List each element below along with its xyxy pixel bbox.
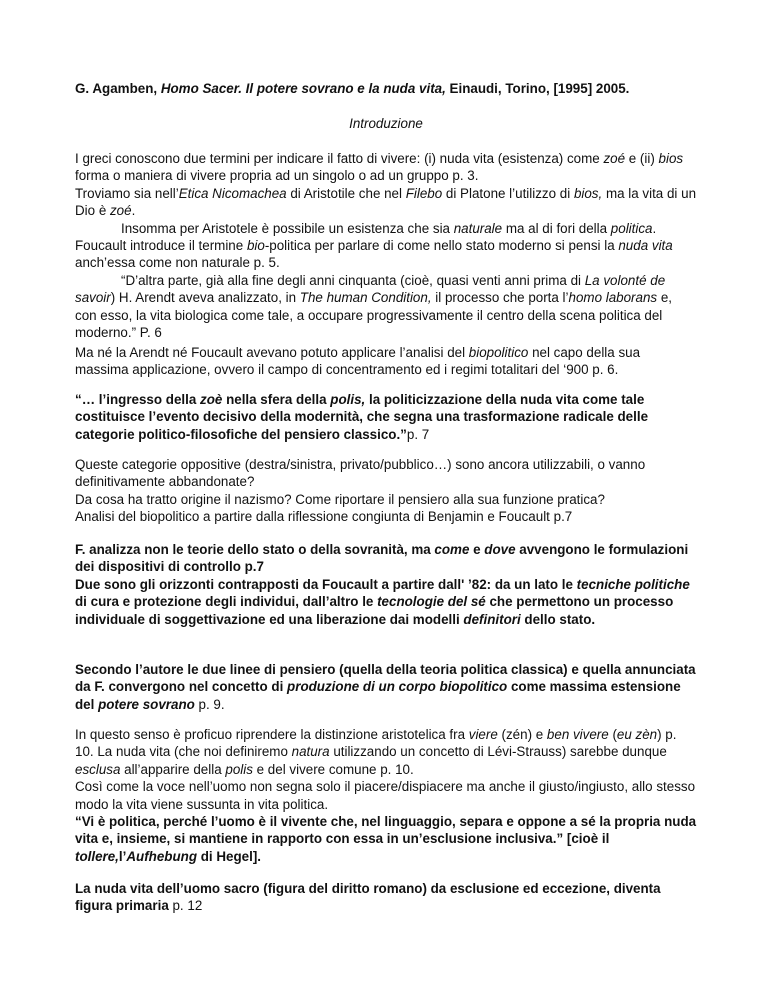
para1-line4: Insomma per Aristotele è possibile un esistenza che sia naturale ma al di fori della politica.	[121, 220, 657, 236]
para5-line1: F. analizza non le teorie dello stato o della sovranità, ma come e dove avvengono le formulazioni dei dispositivi di controllo p.7	[75, 542, 689, 575]
paragraph-7	[75, 726, 697, 865]
book-title: Homo Sacer. Il potere sovrano e la nuda vita,	[160, 81, 446, 96]
citation-header	[75, 80, 697, 97]
paragraph-5	[75, 541, 697, 628]
paragraph-1	[75, 150, 697, 341]
paragraph-4	[75, 456, 697, 526]
section-title: Introduzione	[349, 116, 423, 131]
para7-quote: “Vi è politica, perché l’uomo è il vivente che, nel linguaggio, separa e oppone a sé la propria nuda vita e, insieme, si mantiene in rapporto con essa in un’esclusione inclusiva.” [cioè il tollere,l’Aufhebung di Hegel].	[75, 814, 697, 864]
author: G. Agamben,	[75, 81, 161, 96]
para4-line2: Da cosa ha tratto origine il nazismo? Come riportare il pensiero alla sua funzione pratica?	[75, 491, 605, 507]
para1-line5: Foucault introduce il termine bio-politica per parlare di come nello stato moderno si pensi la nuda vita anch’essa come non naturale p. 5.	[75, 238, 673, 271]
para7-line1: In questo senso è proficuo riprendere la distinzione aristotelica fra viere (zén) e ben vivere (eu zèn) p. 10. La nuda vita (che noi definiremo natura utilizzando un concetto di Lévi-Strauss) sarebbe dunque esclusa all’apparire della polis e del vivere comune p. 10.	[75, 727, 677, 777]
para4-line1: Queste categorie oppositive (destra/sinistra, privato/pubblico…) sono ancora utilizzabili, o vanno definitivamente abbandonate?	[75, 457, 646, 490]
para4-line3: Analisi del biopolitico a partire dalla riflessione congiunta di Benjamin e Foucault p.7	[75, 509, 573, 525]
paragraph-6: Secondo l’autore le due linee di pensiero (quella della teoria politica classica) e quella annunciata da F. convergono nel concetto di produzione di un corpo biopolitico come massima estensione del potere sovrano p. 9.	[75, 662, 696, 712]
para1-line1: I greci conoscono due termini per indicare il fatto di vivere: (i) nuda vita (esistenza) come zoé e (ii) bios forma o maniera di vivere propria ad un singolo o ad un gruppo p. 3.	[75, 151, 684, 184]
para7-line2: Così come la voce nell’uomo non segna solo il piacere/dispiacere ma anche il giusto/ingiusto, allo stesso modo la vita viene sussunta in vita politica.	[75, 779, 696, 812]
paragraph-2: Ma né la Arendt né Foucault avevano potuto applicare l’analisi del biopolitico nel capo della sua massima applicazione, ovvero il campo di concentramento ed i regimi totalitari del ‘900 p. 6.	[75, 345, 641, 378]
paragraph-3: “… l’ingresso della zoè nella sfera della polis, la politicizzazione della nuda vita come tale costituisce l’evento decisivo della modernità, che segna una trasformazione radicale delle categorie politico-filosofiche del pensiero classico.”p. 7	[75, 392, 649, 442]
para5-line2: Due sono gli orizzonti contrapposti da Foucault a partire dall' ’82: da un lato le tecniche politiche di cura e protezione degli individui, dall’altro le tecnologie del sé che permettono un processo individuale di soggettivazione ed una liberazione dai modelli definitori dello stato.	[75, 576, 690, 627]
paragraph-8: La nuda vita dell’uomo sacro (figura del diritto romano) da esclusione ed eccezione, diventa figura primaria p. 12	[75, 881, 661, 914]
publisher: Einaudi, Torino, [1995] 2005.	[445, 81, 630, 96]
para1-line6: “D’altra parte, già alla fine degli anni cinquanta (cioè, quasi venti anni prima di La volonté de savoir) H. Arendt aveva analizzato, in The human Condition, il processo che porta l’homo laborans e, con esso, la vita biologica come tale, a occupare progressivamente il centro della scena politica del moderno.” P. 6	[75, 272, 672, 341]
para1-line3: Troviamo sia nell’Etica Nicomachea di Aristotile che nel Filebo di Platone l’utilizzo di bios, ma la vita di un Dio è zoé.	[75, 185, 697, 219]
